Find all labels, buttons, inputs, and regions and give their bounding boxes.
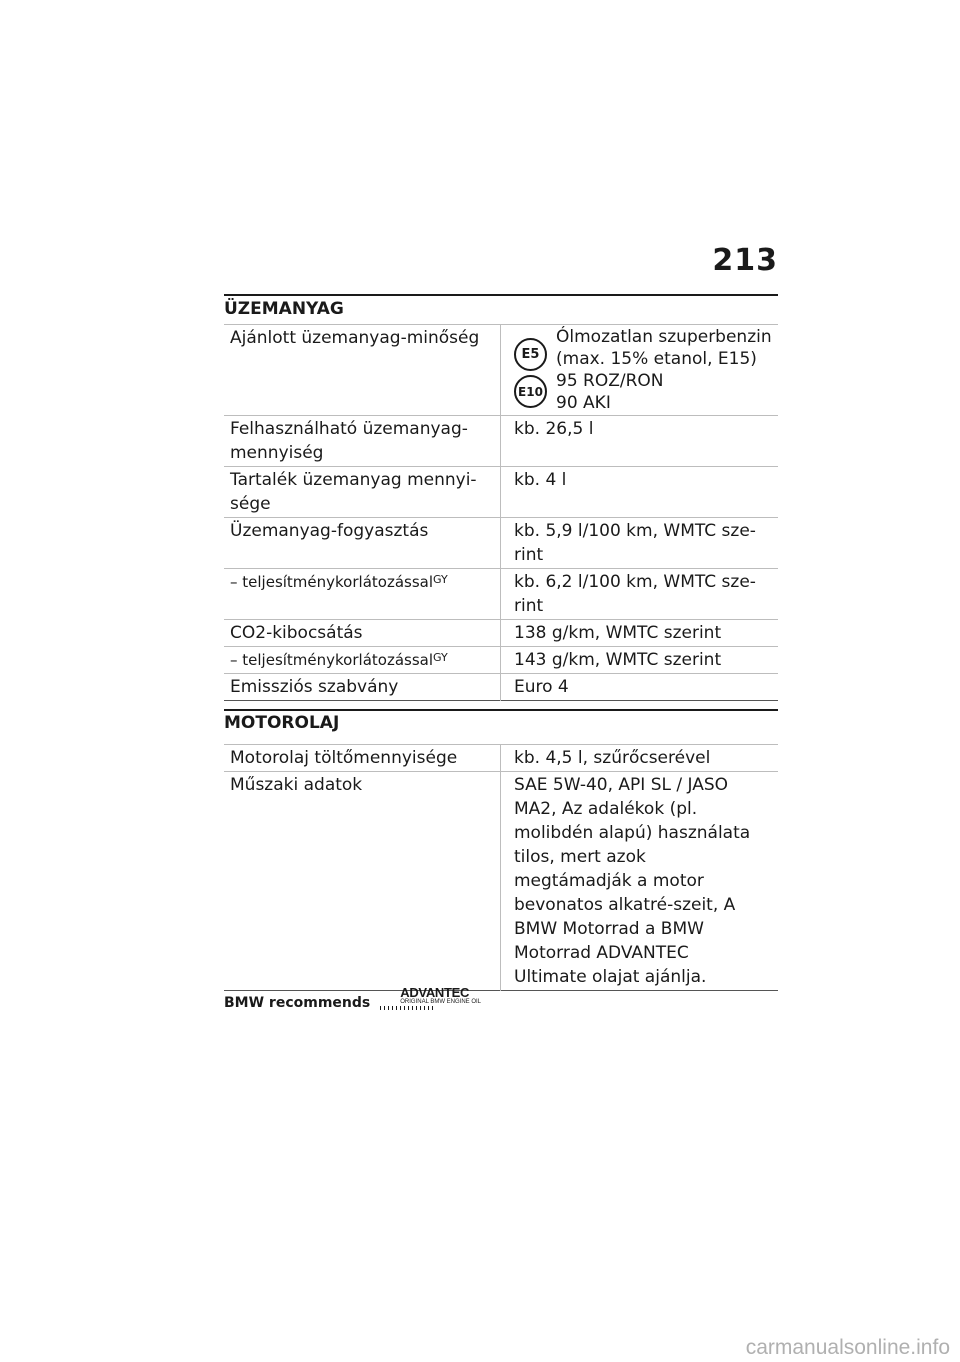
table-row xyxy=(224,772,778,991)
watermark: carmanualsonline.info xyxy=(745,1336,950,1359)
spec-value: 143 g/km, WMTC szerint xyxy=(514,650,722,670)
table-row xyxy=(224,647,778,674)
spec-label: Üzemanyag-fogyasztás xyxy=(224,518,501,569)
fuel-grade-line: Ólmozatlan szuperbenzin xyxy=(556,327,772,347)
oil-spec-table xyxy=(224,744,778,991)
footer xyxy=(224,985,480,1011)
spec-label: Emissziós szabvány xyxy=(224,674,501,701)
advantec-logo xyxy=(380,985,480,1011)
spec-value: kb. 5,9 l/100 km, WMTC sze-rint xyxy=(514,521,756,565)
fuel-grade-line: (max. 15% etanol, E15) xyxy=(556,349,757,369)
table-row xyxy=(224,416,778,467)
footnote-marker: GY xyxy=(433,573,448,586)
fuel-section-title: ÜZEMANYAG xyxy=(224,294,778,324)
e5-fuel-icon: E5 xyxy=(514,338,547,371)
spec-sublabel: – teljesítménykorlátozással xyxy=(230,651,433,669)
e10-fuel-icon: E10 xyxy=(514,375,547,408)
spec-value xyxy=(501,325,779,416)
spec-label xyxy=(224,647,501,674)
spec-label xyxy=(224,569,501,620)
table-row xyxy=(224,620,778,647)
spec-value: kb. 4 l xyxy=(514,470,567,490)
spec-label: Motorolaj töltőmennyisége xyxy=(224,745,501,772)
table-row xyxy=(224,745,778,772)
fuel-grade-line: 90 AKI xyxy=(556,393,611,413)
spec-label: Műszaki adatok xyxy=(224,772,501,991)
spec-value: kb. 4,5 l, szűrőcserével xyxy=(514,748,711,768)
page-number: 213 xyxy=(712,243,778,278)
spec-label: Tartalék üzemanyag mennyi-sége xyxy=(224,467,501,518)
bmw-recommends-label: BMW recommends xyxy=(224,995,371,1011)
footnote-marker: GY xyxy=(433,651,448,664)
table-row xyxy=(224,674,778,701)
advantec-logo-bars xyxy=(380,1006,435,1010)
advantec-logo-name: ADVANTEC xyxy=(400,985,470,1000)
spec-value: kb. 26,5 l xyxy=(514,419,594,439)
fuel-spec-table xyxy=(224,324,778,701)
spec-value: kb. 6,2 l/100 km, WMTC sze-rint xyxy=(514,572,756,616)
table-row xyxy=(224,325,778,416)
spec-value: 138 g/km, WMTC szerint xyxy=(514,623,722,643)
table-row xyxy=(224,518,778,569)
oil-section-title: MOTOROLAJ xyxy=(224,709,778,744)
oil-section xyxy=(224,709,778,991)
spec-value: Euro 4 xyxy=(514,677,569,697)
table-row xyxy=(224,467,778,518)
fuel-grade-line: 95 ROZ/RON xyxy=(556,371,664,391)
advantec-logo-subtitle: ORIGINAL BMW ENGINE OIL xyxy=(400,999,482,1005)
spec-label: Ajánlott üzemanyag-minőség xyxy=(224,325,501,416)
spec-sublabel: – teljesítménykorlátozással xyxy=(230,573,433,591)
table-row xyxy=(224,569,778,620)
spec-label: Felhasználható üzemanyag-mennyiség xyxy=(224,416,501,467)
fuel-section xyxy=(224,294,778,701)
spec-value: SAE 5W-40, API SL / JASO MA2, Az adalékok (pl. molibdén alapú) használata tilos, mert azok megtámadják a motor bevonatos alkatré-szeit, A BMW Motorrad a BMW Motorrad ADVANTEC Ultimate olajat ajánlja. xyxy=(514,775,751,987)
spec-label: CO2-kibocsátás xyxy=(224,620,501,647)
